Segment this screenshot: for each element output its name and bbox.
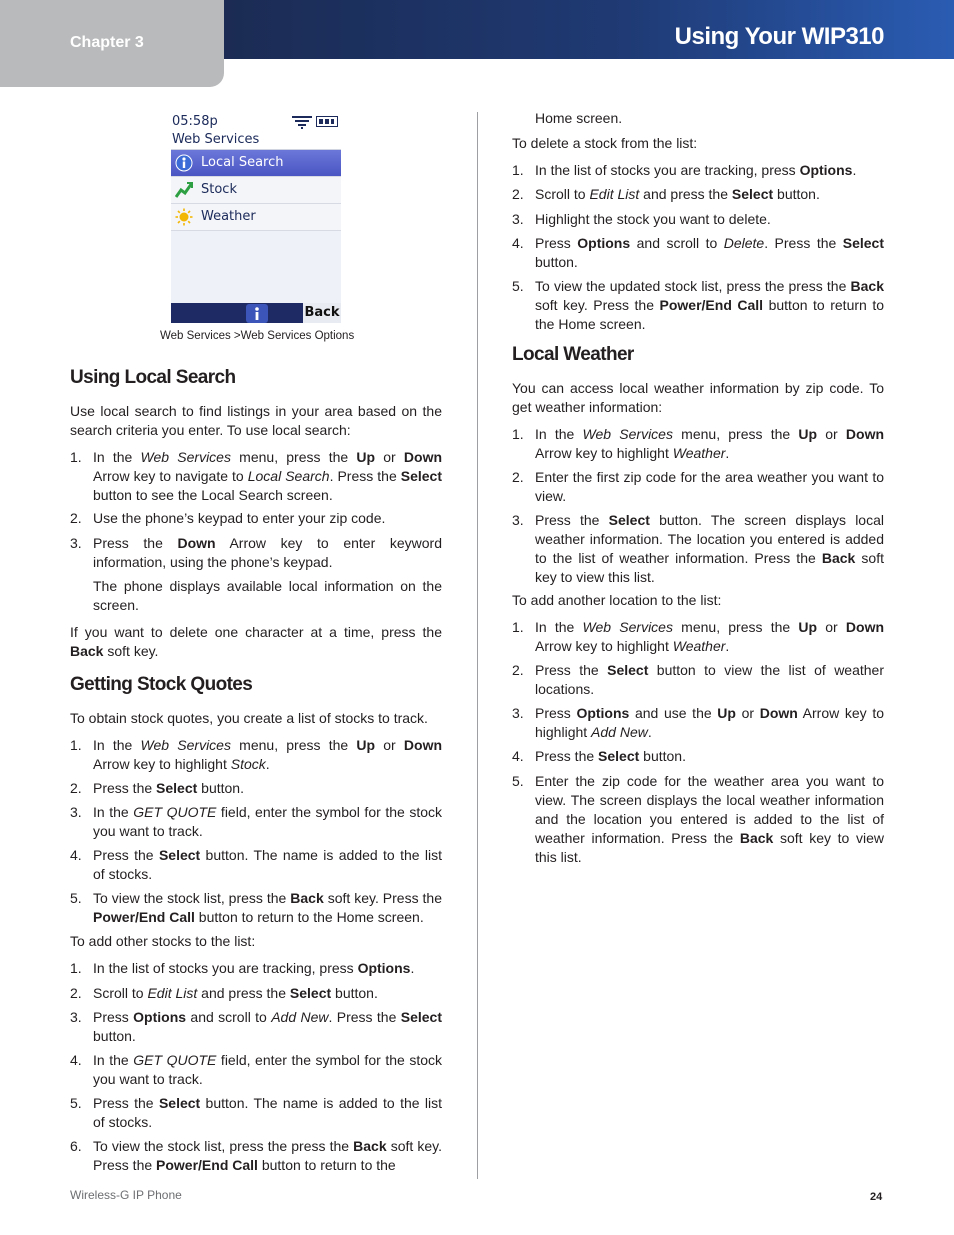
list-item: 2. Scroll to Edit List and press the Select button. (70, 985, 378, 1001)
list-item: 3. Press Options and scroll to Add New. Press the Select button. (70, 1009, 442, 1044)
phone-menu-label: Stock (201, 182, 237, 197)
list-note: The phone displays available local information on the screen. (93, 578, 442, 613)
chapter-tab (0, 0, 224, 87)
list-item: 5. To view the updated stock list, press the press the Back soft key. Press the Power/End Call button to return to the Home screen. (512, 278, 884, 332)
section-heading: Using Local Search (70, 367, 236, 388)
list-item: 4. Press the Select button. The name is added to the list of stocks. (70, 847, 442, 882)
info-icon (175, 154, 193, 172)
list-item: 3. Press the Down Arrow key to enter keyword information, using the phone’s keypad. (70, 535, 442, 570)
list-item-continuation: Home screen. (535, 110, 623, 126)
page-number: 24 (870, 1191, 883, 1203)
list-item: 4. Press Options and scroll to Delete. Press the Select button. (512, 235, 884, 270)
list-item: 5. To view the stock list, press the Back soft key. Press the Power/End Call button to return to the Home screen. (70, 890, 442, 925)
column-divider (477, 112, 478, 1179)
section-heading: Getting Stock Quotes (70, 674, 253, 695)
list-item: 5. Enter the zip code for the weather area you want to view. The screen displays the local weather information and the location you entered is added to the list of weather information. Press the Back soft key to view this list. (512, 773, 884, 865)
phone-screen-title: Web Services (171, 131, 341, 150)
chapter-label: Chapter 3 (70, 34, 144, 51)
list-item: 2. Press the Select button. (70, 780, 244, 796)
page-title: Using Your WIP310 (674, 23, 884, 50)
list-item: 5. Press the Select button. The name is added to the list of stocks. (70, 1095, 442, 1130)
paragraph: Use local search to find listings in your area based on the search criteria you enter. To use local search: (70, 403, 442, 438)
list-item: 1. In the Web Services menu, press the Up or Down Arrow key to highlight Weather. (512, 619, 885, 654)
list-item: 3. In the GET QUOTE field, enter the symbol for the stock you want to track. (70, 804, 443, 839)
paragraph: You can access local weather information by zip code. To get weather information: (512, 380, 884, 415)
signal-icon (291, 115, 313, 129)
paragraph: To delete a stock from the list: (512, 135, 698, 151)
list-item: 1. In the Web Services menu, press the Up or Down Arrow key to highlight Stock. (70, 737, 443, 772)
paragraph: To add another location to the list: (512, 592, 722, 608)
list-item: 2. Press the Select button to view the list of weather locations. (512, 662, 885, 697)
list-item: 3. Highlight the stock you want to delete. (512, 211, 771, 227)
list-item: 6. To view the stock list, press the press the Back soft key. Press the Power/End Call button to return to the (70, 1138, 442, 1173)
list-item: 1. In the list of stocks you are tracking, press Options. (512, 162, 857, 178)
phone-menu-item-stock[interactable] (171, 177, 341, 204)
list-item: 4. Press the Select button. (512, 748, 686, 764)
phone-softkey-bar (171, 303, 341, 323)
phone-menu-item-local-search[interactable] (171, 150, 341, 177)
battery-icon (316, 116, 338, 127)
paragraph: If you want to delete one character at a time, press the Back soft key. (70, 624, 442, 659)
section-heading: Local Weather (512, 344, 634, 365)
list-item: 3. Press the Select button. The screen displays local weather information. The location you entered is added to the list of weather information. Press the Back soft key to view this list. (512, 512, 884, 585)
phone-time: 05:58p (172, 114, 218, 129)
list-item: 1. In the Web Services menu, press the Up or Down Arrow key to highlight Weather. (512, 426, 885, 461)
phone-menu-label: Weather (201, 209, 256, 224)
info-softkey-icon[interactable] (246, 304, 268, 323)
phone-menu-label: Local Search (201, 155, 284, 170)
list-item: 1. In the list of stocks you are tracking, press Options. (70, 960, 415, 976)
stock-chart-icon (175, 181, 193, 199)
paragraph: To add other stocks to the list: (70, 933, 256, 949)
list-item: 1. In the Web Services menu, press the Up or Down Arrow key to navigate to Local Search. Press the Select button to see the Local Search screen. (70, 449, 443, 503)
list-item: 2. Enter the first zip code for the area weather you want to view. (512, 469, 884, 504)
phone-menu-item-weather[interactable] (171, 204, 341, 231)
list-item: 2. Scroll to Edit List and press the Select button. (512, 186, 820, 202)
list-item: 4. In the GET QUOTE field, enter the symbol for the stock you want to track. (70, 1052, 443, 1087)
phone-back-softkey[interactable]: Back (303, 303, 341, 323)
phone-screenshot (171, 112, 341, 323)
footer-product-name: Wireless-G IP Phone (70, 1188, 182, 1202)
phone-status-bar (171, 112, 341, 131)
list-item: 3. Press Options and use the Up or Down Arrow key to highlight Add New. (512, 705, 884, 740)
sun-icon (175, 208, 193, 226)
list-item: 2. Use the phone’s keypad to enter your zip code. (70, 510, 386, 526)
figure-caption: Web Services >Web Services Options (160, 330, 355, 342)
header-band (224, 0, 954, 59)
paragraph: To obtain stock quotes, you create a list of stocks to track. (70, 710, 428, 726)
